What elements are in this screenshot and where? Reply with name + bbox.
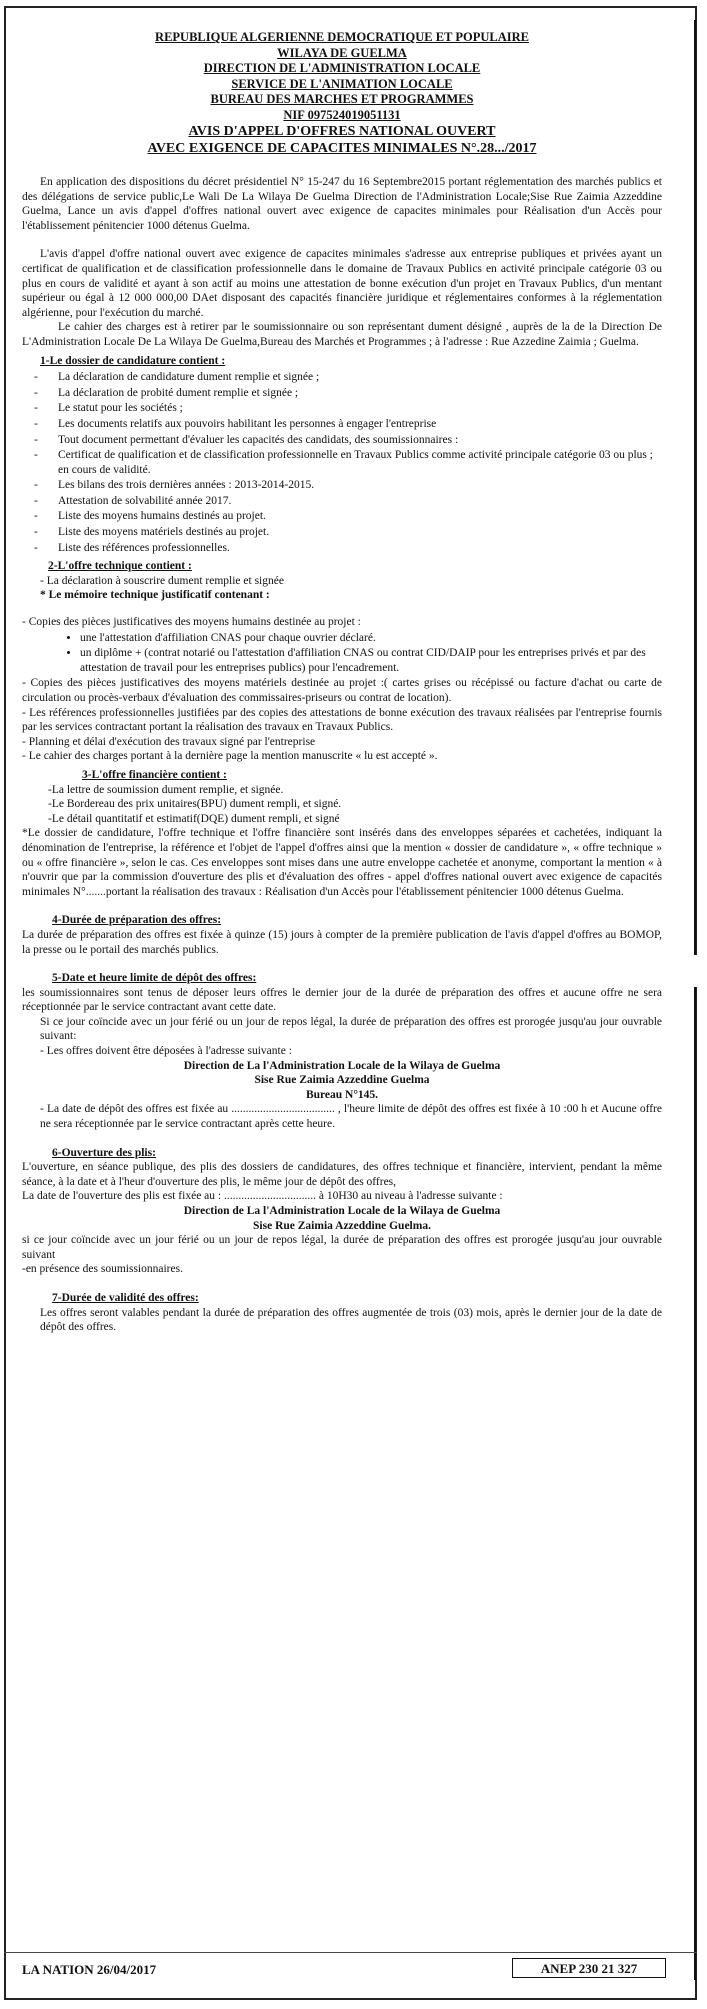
list-item: • une l'attestation d'affiliation CNAS pour chaque ouvrier déclaré. [80,631,662,646]
text-line: - Copies des pièces justificatives des moyens matériels destinée au projet :( cartes grises ou récépissé ou facture d'achat ou carte de circulation ou procès-verbaux d'évaluation des commissaires-priseurs ou contrat de location). [22,677,662,704]
list-item: - Liste des moyens humains destinés au projet. [58,509,662,524]
text-line: les soumissionnaires sont tenus de déposer leurs offres le dernier jour de la durée de préparation des offres et aucune offre ne sera réceptionnée par le service contractant avant cette date. [22,986,662,1014]
intro-paragraph: Le cahier des charges est à retirer par le soumissionnaire ou son représentant dument désigné , auprès de la de la Direction De L'Administration Locale De La Wilaya De Guelma,Bureau des Marchés et Programmes ; à l'adresse : Rue Azzedine Zaimia ; Guelma. [22,321,662,348]
list-item: - Le statut pour les sociétés ; [58,401,662,416]
header-line: REPUBLIQUE ALGERIENNE DEMOCRATIQUE ET POPULAIRE [155,30,529,44]
anep-reference: ANEP 230 21 327 [512,1958,666,1978]
notice-body [22,30,662,1335]
text-line: - Copies des pièces justificatives des moyens humains destinée au projet : [22,616,361,629]
footer-divider [4,1952,697,1953]
text-line: L'ouverture, en séance publique, des plis des dossiers de candidatures, des offres technique et financière, intervient, pendant la même séance, à la date et à l'heur d'ouverture des plis, le même jour de dépôt des offres, [22,1161,662,1188]
notice-title: AVIS D'APPEL D'OFFRES NATIONAL OUVERT [188,124,496,139]
text-line: - Les références professionnelles justifiées par des copies des attestations de bonne exécution des travaux réalisées par l'entreprise fournis par les services contractant portant la réalisation des travaux en Travaux Publics. [22,706,662,734]
address-line: Direction de La l'Administration Locale de la Wilaya de Guelma [183,1059,501,1072]
list-item: - Liste des références professionnelles. [58,541,662,556]
address-line: Bureau N°145. [305,1088,379,1101]
text-line: - La déclaration à souscrire dument remplie et signée [40,574,284,587]
header-line: WILAYA DE GUELMA [277,45,407,60]
header-line: BUREAU DES MARCHES ET PROGRAMMES [210,92,474,106]
text-line: si ce jour coïncide avec un jour férié ou un jour de repos légal, la durée de préparation des offres est prorogée jusqu'au jour ouvrable suivant [22,1234,662,1261]
list-item: - Attestation de solvabilité année 2017. [58,494,662,509]
text-line: -La lettre de soumission dument remplie, et signée. [48,783,284,796]
publication-date: LA NATION 26/04/2017 [22,1962,157,1977]
section-title: 4-Durée de préparation des offres: [52,914,222,927]
section-title: 1-Le dossier de candidature contient : [40,354,226,367]
intro-paragraph: En application des dispositions du décret présidentiel N° 15-247 du 16 Septembre2015 portant réglementation des marchés publics et des délégations de service public,Le Wali De La Wilaya De Guelma Direction de l'Administration Locale;Sise Rue Zaimia Azzeddine Guelma, Lance un avis d'appel d'offres national ouvert avec exigence de capacites minimales pour Réalisation d'un Accès pour l'établissement pénitencier 1000 détenus Guelma. [22,176,662,232]
text-line: La date de l'ouverture des plis est fixée au : ................................ à 10H30 au niveau à l'adresse suivante : [22,1190,503,1203]
text-line: - La date de dépôt des offres est fixée au .................................... , l'heure limite de dépôt des offres est fixée à 10 :00 h et Aucune offre ne sera réceptionnée par le service contractant après cette heure. [40,1103,662,1131]
notice-subtitle: AVEC EXIGENCE DE CAPACITES MINIMALES N°.28.../2017 [147,141,537,156]
text-line: -Le détail quantitatif et estimatif(DQE) dument rempli, et signé [48,812,340,825]
list-item: • un diplôme + (contrat notarié ou l'attestation d'affiliation CNAS ou contrat CID/DAIP pour les entreprises privés et par des attestation de travail pour les entreprises publics) pour l'encadrement. [80,646,662,675]
address-line: Direction de La l'Administration Locale de la Wilaya de Guelma [183,1205,501,1217]
address-line: Sise Rue Zaimia Azzeddine Guelma. [253,1219,431,1232]
list-item: - Liste des moyens matériels destinés au projet. [58,525,662,540]
list-item: - Certificat de qualification et de classification professionnelle en Travaux Publics comme activité principale catégorie 03 ou plus ; en cours de validité. [58,448,662,477]
column-divider-gap [691,955,705,987]
section-title: 2-L'offre technique contient : [48,560,192,573]
text-line: Les offres seront valables pendant la durée de préparation des offres augmentée de trois (03) mois, après le dernier jour de la date de dépôt des offres. [40,1306,662,1334]
list-item: - Tout document permettant d'évaluer les capacités des candidats, des soumissionnaires : [58,433,662,448]
header-block [22,30,662,157]
header-line: DIRECTION DE L'ADMINISTRATION LOCALE [203,61,481,75]
text-line: -Le Bordereau des prix unitaires(BPU) dument rempli, et signé. [48,798,342,811]
section-title: 7-Durée de validité des offres: [52,1291,199,1304]
text-line: - Planning et délai d'exécution des travaux signé par l'entreprise [22,735,316,748]
text-line: * Le mémoire technique justificatif contenant : [40,589,270,602]
header-line: NIF 097524019051131 [283,107,401,122]
list-item: - Les documents relatifs aux pouvoirs habilitant les personnes à engager l'entreprise [58,417,662,432]
text-line: -en présence des soumissionnaires. [22,1263,183,1276]
list-item: - La déclaration de candidature dument remplie et signée ; [58,370,662,385]
column-divider [694,20,703,1980]
address-line: Sise Rue Zaimia Azzeddine Guelma [254,1074,430,1087]
text-line: - Le cahier des charges portant à la dernière page la mention manuscrite « lu est accepté ». [22,750,438,763]
text-line: Si ce jour coïncide avec un jour férié ou un jour de repos légal, la durée de préparation des offres est prorogée jusqu'au jour ouvrable suivant: [40,1015,662,1043]
text-line: La durée de préparation des offres est fixée à quinze (15) jours à compter de la première publication de l'avis d'appel d'offres au BOMOP, la presse ou le portail des marchés publics. [22,928,662,956]
humans-list [22,631,662,676]
section-title: 3-L'offre financière contient : [82,768,227,781]
list-item: - Les bilans des trois dernières années : 2013-2014-2015. [58,478,662,493]
section-title: 5-Date et heure limite de dépôt des offres: [52,972,257,985]
text-line: *Le dossier de candidature, l'offre technique et l'offre financière sont insérés dans des enveloppes séparées et cachetées, indiquant la dénomination de l'entreprise, la référence et l'objet de l'appel d'offres ainsi que la mention « dossier de candidature », « offre technique » ou « offre financière », selon le cas. Ces enveloppes sont mises dans une autre enveloppe cachetée et anonyme, comportant la mention « à n'ouvrir que par la commission d'ouverture des plis et d'évaluation des offres - appel d'offres national ouvert avec exigence de capacités minimales N°.......portant la réalisation des travaux : Réalisation d'un Accès pour l'établissement pénitencier 1000 détenus Guelma. [22,827,662,898]
header-line: SERVICE DE L'ANIMATION LOCALE [231,76,453,91]
candidature-list [22,370,662,555]
list-item: - La déclaration de probité dument remplie et signée ; [58,386,662,401]
text-line: - Les offres doivent être déposées à l'adresse suivante : [40,1045,292,1058]
section-title: 6-Ouverture des plis: [52,1146,156,1159]
intro-paragraph: L'avis d'appel d'offre national ouvert avec exigence de capacites minimales s'adresse aux entreprise publiques et privées ayant un certificat de qualification et de classification professionnelle dans le domaine de Travaux Publics en activité principale catégorie 03 ou plus en cours de validité et ayant à son actif au moins une attestation de bonne exécution d'un projet en Travaux Publics, d'un mentant supérieur ou égal à 12 000 000,00 DAet disposant des capacités financière juridique et réglementaires conformes à la réglementation algérienne, pour l'exécution du marché. [22,248,662,319]
